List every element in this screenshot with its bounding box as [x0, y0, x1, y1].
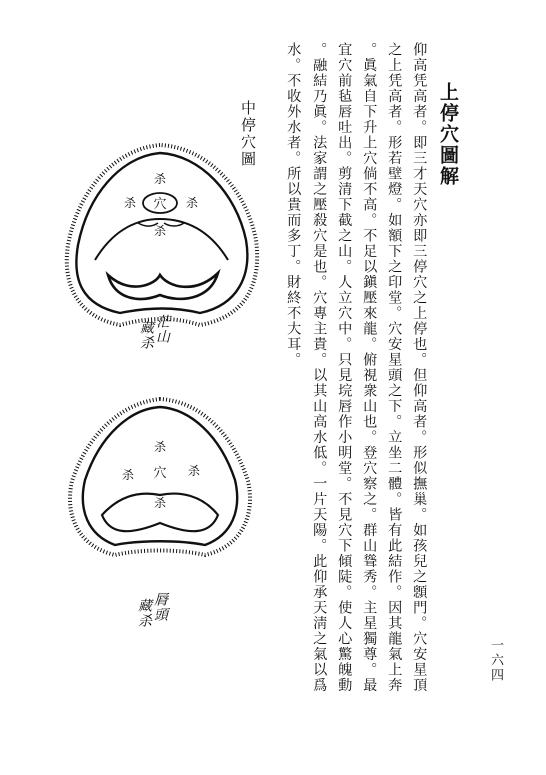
- fig2-right-label: 杀: [187, 464, 201, 478]
- fig1-right-label: 杀: [185, 196, 199, 210]
- fig2-center-label: 穴: [153, 466, 167, 481]
- text-column-2: 之上凭高者。形若壁燈。如額下之印堂。穴安星頭之下。立坐二體。皆有此結作。因其龍氣上奔: [386, 42, 403, 693]
- text-column-6: 水。不收外水者。所以貴而多丁。財終不大耳。: [285, 42, 302, 368]
- text-column-3: 。眞氣自下升上穴倘不高。不足以鎭壓來龍。俯視衆山也。登穴察之。群山聳秀。主星獨尊。最: [361, 42, 378, 693]
- fig2-bottom-label: 杀: [153, 496, 167, 510]
- fig2-top-label: 杀: [153, 440, 167, 454]
- fig1-caption-right: 茫山: [154, 314, 170, 344]
- page-number: 一六四: [488, 638, 503, 683]
- text-column-1: 仰高凭高者。即三才天穴亦即三停穴之上停也。但仰高者。形似撫巢。如孩兒之顖門。穴安星頂: [411, 42, 428, 693]
- fig2-caption-right: 脣頭: [152, 592, 168, 622]
- fig1-bottom-label: 杀: [153, 224, 167, 238]
- fig2-left-label: 杀: [121, 468, 135, 482]
- figure-title: 中停穴圖: [239, 100, 257, 168]
- section-title: 上停穴圖解: [437, 82, 459, 187]
- text-column-5: 。融結乃眞。法家謂之壓殺穴是也。穴專主貴。以其山高水低。一片天陽。此仰承天淸之氣以爲: [311, 42, 328, 693]
- fig1-center-label: 穴: [153, 197, 167, 212]
- fig1-caption-left: 藏杀: [138, 320, 154, 350]
- text-column-4: 宜穴前毡唇吐出。剪清下截之山。人立穴中。只見垸唇作小明堂。不見穴下傾陡。使人心驚魄動: [336, 42, 353, 693]
- fig1-left-label: 杀: [123, 196, 137, 210]
- fig1-top-label: 杀: [153, 172, 167, 186]
- fig2-caption-left: 藏杀: [136, 598, 152, 628]
- cave-diagram-lower: [60, 395, 260, 580]
